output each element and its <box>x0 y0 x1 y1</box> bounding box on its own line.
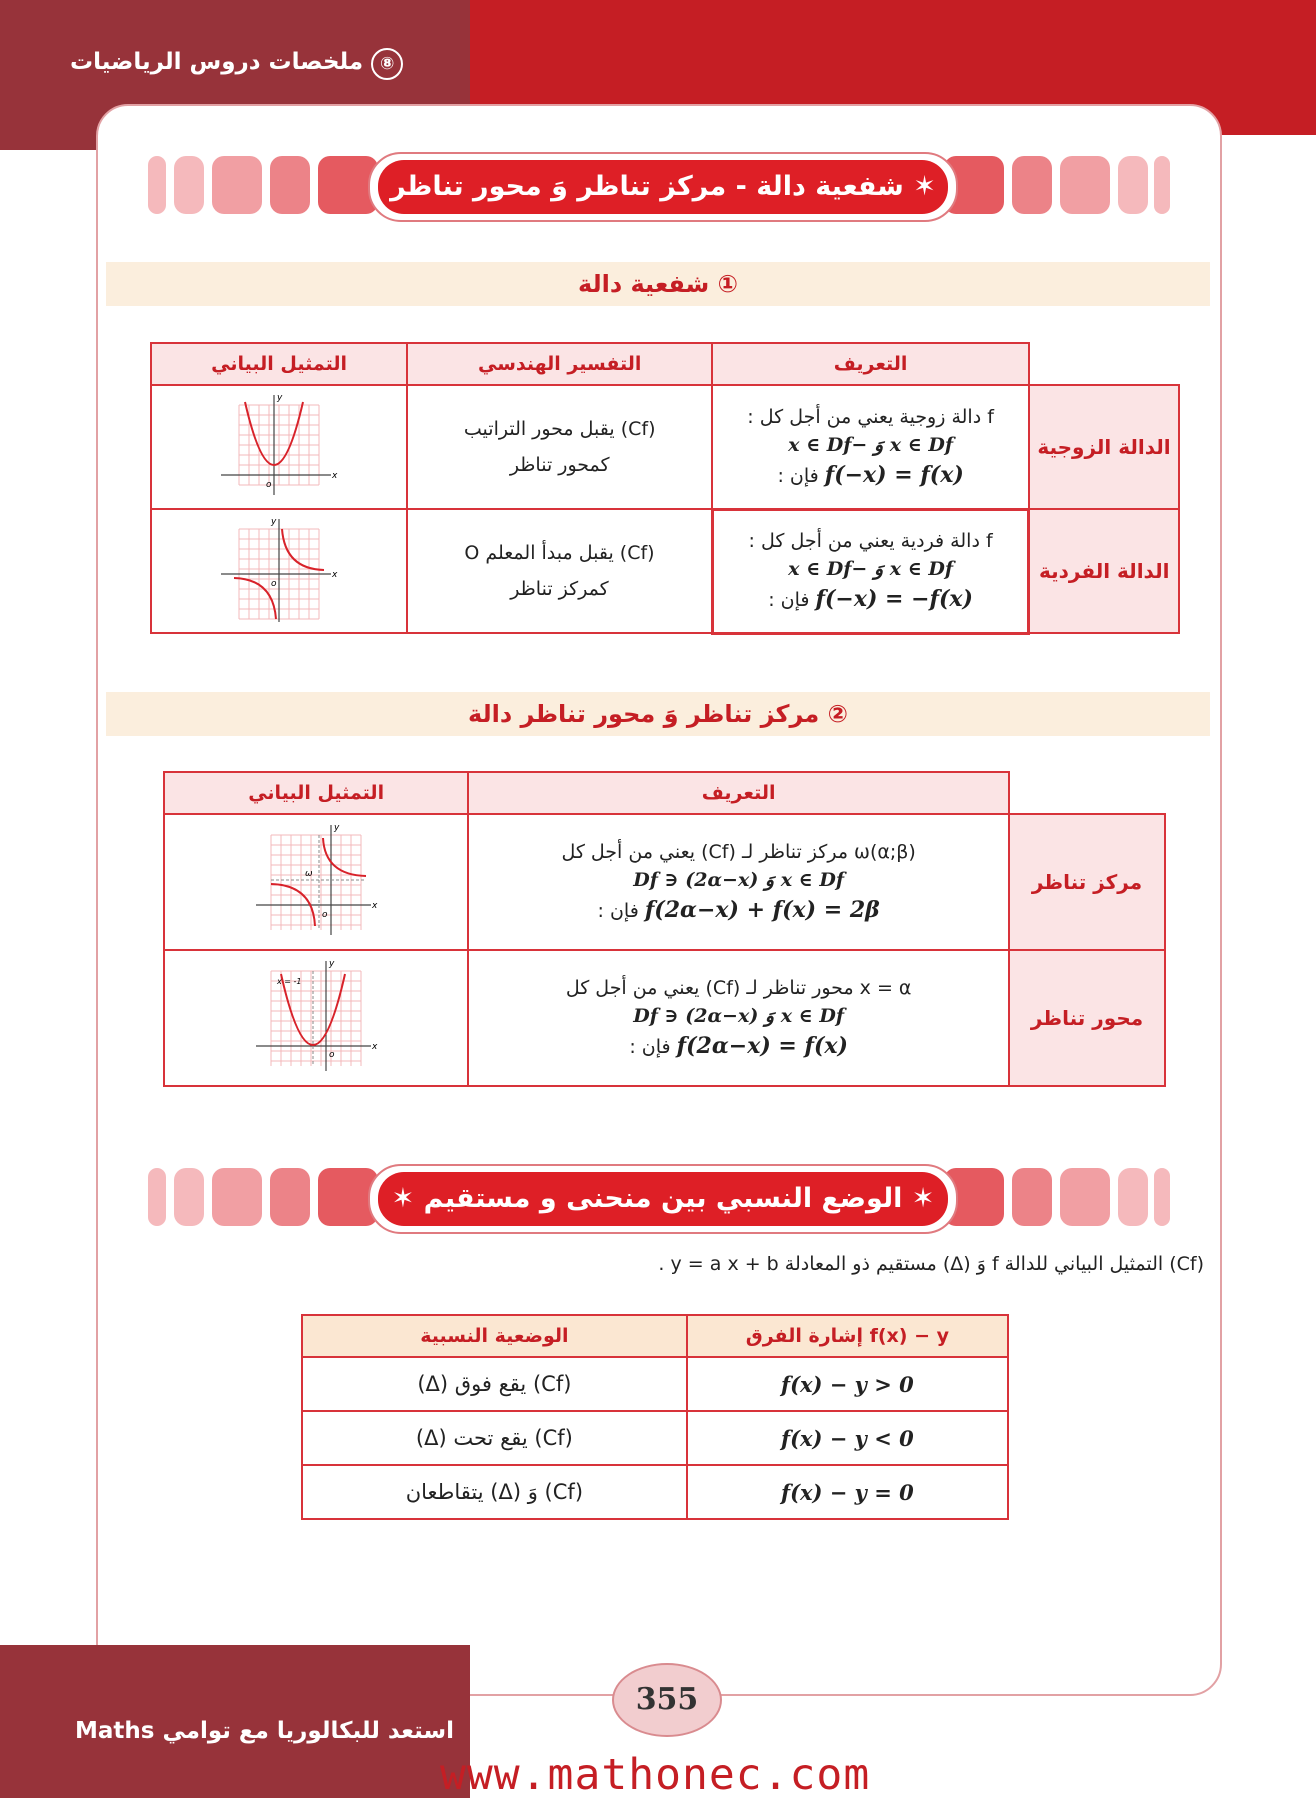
definition-line1: f دالة فردية يعني من أجل كل : <box>748 530 993 552</box>
definition-even <box>712 385 1029 509</box>
position-intersect: (Cf) وَ (Δ) يتقاطعان <box>302 1465 687 1519</box>
parity-table <box>150 342 1180 635</box>
y-axis-label: y <box>271 517 277 527</box>
definition-prefix: فإن : <box>629 1036 671 1058</box>
row-label-axis: محور تناظر <box>1009 950 1165 1086</box>
definition-formula: f(2α−x) + f(x) = 2β <box>644 897 880 923</box>
definition-odd <box>712 509 1029 633</box>
banner-title: ✶ شفعية دالة - مركز تناظر وَ محور تناظر ✶ <box>378 160 948 214</box>
graph-center <box>164 814 468 950</box>
banner-symmetry <box>148 152 1170 256</box>
y-axis-label: y <box>329 959 335 969</box>
x-axis-label: x <box>372 1042 378 1052</box>
geometry-line1: (Cf) يقبل مبدأ المعلم O <box>464 542 655 564</box>
header-number: ⑧ <box>371 48 403 80</box>
geometry-even <box>407 385 712 509</box>
col-header-graph: التمثيل البياني <box>164 772 468 814</box>
row-label-odd: الدالة الفردية <box>1029 509 1179 633</box>
section-title: ② مركز تناظر وَ محور تناظر دالة <box>106 692 1210 736</box>
y-axis-label: y <box>277 393 283 403</box>
banner-title: ✶ الوضع النسبي بين منحنى و مستقيم ✶ <box>378 1172 948 1226</box>
graph-even <box>151 385 407 509</box>
position-above: (Cf) يقع فوق (Δ) <box>302 1357 687 1411</box>
geometry-line2: كمحور تناظر <box>509 454 610 476</box>
definition-line1: ω(α;β) مركز تناظر لـ (Cf) يعني من أجل كل <box>561 841 916 863</box>
site-url[interactable]: www.mathonec.com <box>440 1750 871 1800</box>
origin-label: o <box>271 579 277 589</box>
page-number: 355 <box>612 1663 722 1737</box>
geometry-line2: كمركز تناظر <box>510 578 609 600</box>
y-axis-label: y <box>334 823 340 833</box>
definition-formula: f(2α−x) = f(x) <box>676 1033 848 1059</box>
definition-formula: f(−x) = f(x) <box>824 461 964 488</box>
position-below: (Cf) يقع تحت (Δ) <box>302 1411 687 1465</box>
x-axis-label: x <box>332 471 338 481</box>
x-axis-label: x <box>332 570 338 580</box>
col-header-definition: التعريف <box>712 343 1029 385</box>
origin-label: o <box>329 1050 335 1060</box>
graph-odd <box>151 509 407 633</box>
hyperbola-graph <box>219 514 339 624</box>
sign-negative: f(x) − y < 0 <box>687 1411 1008 1465</box>
sign-positive: f(x) − y > 0 <box>687 1357 1008 1411</box>
x-axis-label: x <box>372 901 378 911</box>
intro-text: (Cf) التمثيل البياني للدالة f وَ (Δ) مستقيم ذو المعادلة y = a x + b . <box>658 1253 1204 1275</box>
definition-prefix: فإن : <box>597 900 639 922</box>
axis-equation-label: x = -1 <box>277 977 302 986</box>
row-label-even: الدالة الزوجية <box>1029 385 1179 509</box>
definition-line2: x ∈ Df وَ −x ∈ Df <box>788 558 954 580</box>
col-header-position: الوضعية النسبية <box>302 1315 687 1357</box>
definition-line2: x ∈ Df وَ (2α−x) ∈ Df <box>633 1005 844 1027</box>
definition-prefix: فإن : <box>768 589 810 611</box>
origin-label: o <box>266 480 272 490</box>
geometry-line1: (Cf) يقبل محور التراتيب <box>463 418 656 440</box>
footer-tagline: استعد للبكالوريا مع توامي Maths <box>75 1718 455 1744</box>
sign-zero: f(x) − y = 0 <box>687 1465 1008 1519</box>
omega-label: ω <box>305 869 313 879</box>
center-symmetry-graph <box>251 820 381 940</box>
definition-center <box>468 814 1009 950</box>
graph-axis <box>164 950 468 1086</box>
definition-prefix: فإن : <box>777 464 819 487</box>
relative-position-table <box>301 1314 1009 1520</box>
banner-relative-position <box>148 1164 1170 1230</box>
header-title-text: ملخصات دروس الرياضيات <box>70 49 364 75</box>
definition-line2: x ∈ Df وَ −x ∈ Df <box>788 433 954 456</box>
col-header-sign: إشارة الفرق f(x) − y <box>687 1315 1008 1357</box>
section-title: ① شفعية دالة <box>106 262 1210 306</box>
row-label-center: مركز تناظر <box>1009 814 1165 950</box>
definition-line2: x ∈ Df وَ (2α−x) ∈ Df <box>633 869 844 891</box>
geometry-odd <box>407 509 712 633</box>
definition-line1: x = α محور تناظر لـ (Cf) يعني من أجل كل <box>565 977 912 999</box>
definition-axis <box>468 950 1009 1086</box>
definition-formula: f(−x) = −f(x) <box>815 586 973 612</box>
col-header-geometry: التفسير الهندسي <box>407 343 712 385</box>
symmetry-table <box>163 771 1166 1087</box>
axis-symmetry-graph <box>251 956 381 1076</box>
col-header-graph: التمثيل البياني <box>151 343 407 385</box>
origin-label: o <box>322 910 328 920</box>
parabola-graph <box>219 390 339 500</box>
col-header-definition: التعريف <box>468 772 1009 814</box>
definition-line1: f دالة زوجية يعني من أجل كل : <box>747 405 994 428</box>
header-title <box>70 48 409 80</box>
